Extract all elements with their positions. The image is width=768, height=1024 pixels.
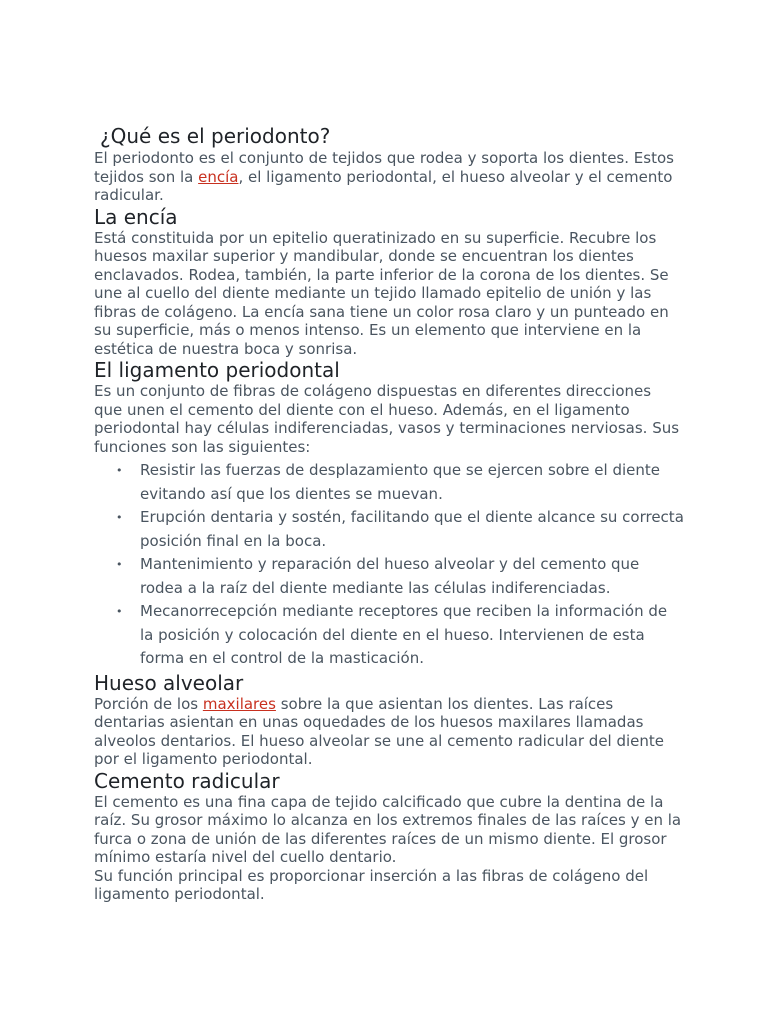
cemento-paragraph-2: Su función principal es proporcionar inserción a las fibras de colágeno del ligamento periodontal. [94, 866, 649, 903]
encia-link[interactable]: encía [198, 167, 239, 186]
page-title: ¿Qué es el periodonto? [100, 124, 331, 148]
hueso-text-before: Porción de los [94, 694, 203, 713]
section-heading-encia: La encía [94, 204, 178, 229]
intro-text-before: El periodonto es el conjunto de tejidos que rodea y soporta los dientes. Estos tejidos son la [94, 149, 674, 186]
intro-paragraph [94, 149, 684, 205]
intro-text-after: , el ligamento periodontal, el hueso alveolar y el cemento radicular. [94, 167, 673, 204]
hueso-paragraph [94, 695, 684, 769]
list-item: • Resistir las fuerzas de desplazamiento que se ejercen sobre el diente evitando así que los dientes se muevan. [140, 459, 684, 506]
list-item: • Mantenimiento y reparación del hueso alveolar y del cemento que rodea a la raíz del diente mediante las células indiferenciadas. [140, 553, 684, 600]
hueso-text-after: sobre la que asientan los dientes. Las raíces dentarias asientan en unas oquedades de los huesos maxilares llamadas alveolos dentarios. El hueso alveolar se une al cemento radicular del diente por el ligamento periodontal. [94, 694, 665, 768]
article [94, 123, 684, 904]
section-heading-ligamento: El ligamento periodontal [94, 358, 340, 382]
encia-paragraph: Está constituida por un epitelio queratinizado en su superficie. Recubre los huesos maxilar superior y mandibular, donde se encuentran los dientes enclavados. Rodea, también, la parte inferior de la corona de los dientes. Se une al cuello del diente mediante un tejido llamado epitelio de unión y las fibras de colágeno. La encía sana tiene un color rosa claro y un punteado en su superficie, más o menos intenso. Es un elemento que interviene en la estética de nuestra boca y sonrisa. [94, 228, 669, 358]
section-heading-hueso: Hueso alveolar [94, 670, 244, 695]
ligamento-paragraph: Es un conjunto de fibras de colágeno dispuestas en diferentes direcciones que unen el cemento del diente con el hueso. Además, en el ligamento periodontal hay células indiferenciadas, vasos y terminaciones nerviosas. Sus funciones son las siguientes: [94, 382, 680, 456]
list-item: • Mecanorrecepción mediante receptores que reciben la información de la posición y colocación del diente en el hueso. Intervienen de esta forma en el control de la masticación. [140, 600, 684, 671]
cemento-paragraph-1: El cemento es una fina capa de tejido calcificado que cubre la dentina de la raíz. Su grosor máximo lo alcanza en los extremos finales de las raíces y en la furca o zona de unión de las diferentes raíces de un mismo diente. El grosor mínimo estaría nivel del cuello dentario. [94, 792, 682, 866]
ligamento-functions-list [94, 459, 684, 671]
list-item: • Erupción dentaria y sostén, facilitando que el diente alcance su correcta posición final en la boca. [140, 506, 684, 553]
maxilares-link[interactable]: maxilares [202, 694, 276, 713]
section-heading-cemento: Cemento radicular [94, 768, 280, 793]
